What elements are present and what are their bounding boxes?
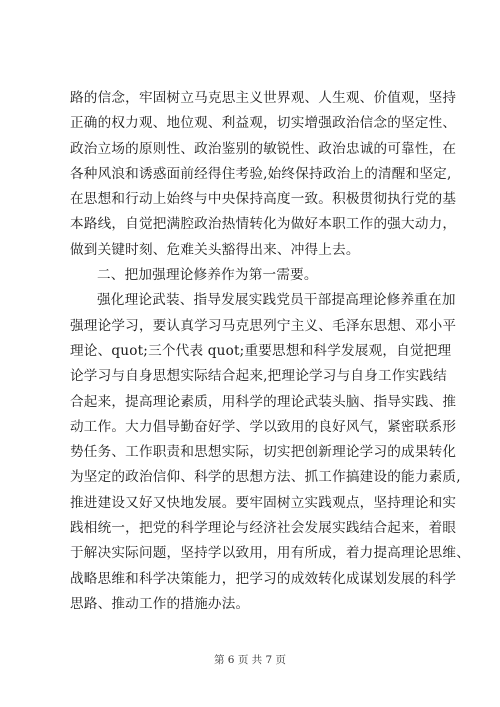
text-line: 在思想和行动上始终与中央保持高度一致。积极贯彻执行党的基 — [70, 191, 457, 208]
body-text — [70, 86, 471, 617]
text-line: 论学习与自身思想实际结合起来,把理论学习与自身工作实践结 — [70, 368, 447, 385]
text-line: 思路、推动工作的措施办法。 — [70, 595, 250, 612]
text-line: 强理论学习，要认真学习马克思列宁主义、毛泽东思想、邓小平 — [70, 317, 457, 334]
text-line: 战略思维和科学决策能力，把学习的成效转化成谋划发展的科学 — [70, 570, 457, 587]
text-line: 本路线，自觉把满腔政治热情转化为做好本职工作的强大动力， — [70, 216, 457, 233]
text-line: 合起来，提高理论素质，用科学的理论武装头脑、指导实践、推 — [70, 393, 457, 410]
text-line: 推进建设又好又快地发展。要牢固树立实践观点，坚持理论和实 — [70, 494, 457, 511]
text-line: 政治立场的原则性、政治鉴别的敏锐性、政治忠诚的可靠性，在 — [70, 140, 457, 157]
text-line: 理论、quot;三个代表 quot;重要思想和科学发展观，自觉把理 — [70, 342, 452, 359]
text-line: 强化理论武装、指导发展实践党员干部提高理论修养重在加 — [97, 292, 456, 309]
text-line: 势任务、工作职责和思想实际，切实把创新理论学习的成果转化 — [70, 444, 457, 461]
section-heading: 二、把加强理论修养作为第一需要。 — [97, 267, 318, 284]
page-footer: 第 6 页 共 7 页 — [213, 654, 287, 666]
text-line: 各种风浪和诱惑面前经得住考验,始终保持政治上的清醒和坚定, — [70, 165, 452, 182]
text-line: 于解决实际问题，坚持学以致用，用有所成，着力提高理论思维、 — [70, 545, 471, 562]
text-line: 正确的权力观、地位观、利益观，切实增强政治信念的坚定性、 — [70, 115, 457, 132]
text-line: 践相统一，把党的科学理论与经济社会发展实践结合起来，着眼 — [70, 520, 457, 537]
text-line: 为坚定的政治信仰、科学的思想方法、抓工作搞建设的能力素质, — [70, 469, 461, 486]
text-line: 动工作。大力倡导勤奋好学、学以致用的良好风气，紧密联系形 — [70, 418, 457, 435]
text-line: 做到关键时刻、危难关头豁得出来、冲得上去。 — [70, 241, 360, 258]
text-line: 路的信念，牢固树立马克思主义世界观、人生观、价值观，坚持 — [70, 90, 457, 106]
